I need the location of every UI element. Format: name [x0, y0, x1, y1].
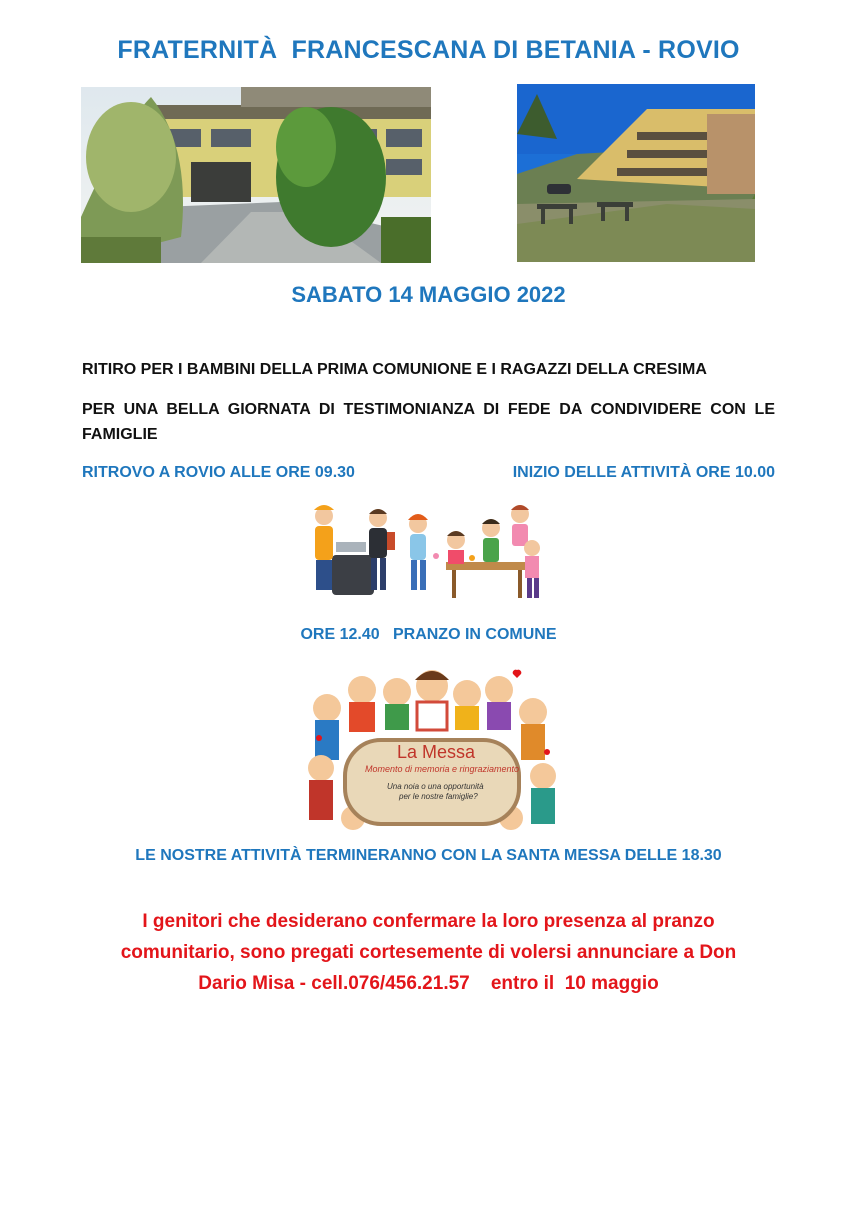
- building-photo-right: [517, 84, 755, 262]
- activities-end: LE NOSTRE ATTIVITÀ TERMINERANNO CON LA SANTA MESSA DELLE 18.30: [135, 847, 722, 864]
- meeting-time: RITROVO A ROVIO ALLE ORE 09.30: [82, 464, 355, 481]
- building-photo-left: [81, 87, 431, 263]
- lunch-notice-line2: comunitario, sono pregati cortesemente di volersi annunciare a Don: [120, 942, 737, 963]
- event-date: SABATO 14 MAGGIO 2022: [291, 282, 566, 307]
- kids-illustration: [306, 500, 550, 606]
- building-photo-icon: [517, 84, 755, 262]
- retreat-description: RITIRO PER I BAMBINI DELLA PRIMA COMUNIONE E I RAGAZZI DELLA CRESIMA: [82, 361, 707, 378]
- mass-illustration: [307, 668, 557, 834]
- activities-start-time: INIZIO DELLE ATTIVITÀ ORE 10.00: [512, 464, 775, 481]
- lunch-notice-line1: I genitori che desiderano confermare la loro presenza al pranzo: [142, 911, 715, 932]
- page-title: FRATERNITÀ FRANCESCANA DI BETANIA - ROVIO: [117, 36, 740, 64]
- lunch-notice-line3: Dario Misa - cell.076/456.21.57 entro il 10 maggio: [198, 973, 659, 994]
- mass-subtitle: Momento di memoria e ringraziamento: [365, 764, 520, 774]
- mass-note-line1: Una noia o una opportunità: [387, 782, 484, 791]
- retreat-purpose: PER UNA BELLA GIORNATA DI TESTIMONIANZA DI FEDE DA CONDIVIDERE CON LE FAMIGLIE: [82, 401, 775, 443]
- building-photo-icon: [81, 87, 431, 263]
- mass-title: La Messa: [397, 742, 476, 762]
- kids-activity-illustration-icon: [306, 500, 550, 606]
- lunch-time: ORE 12.40 PRANZO IN COMUNE: [300, 626, 557, 643]
- mass-note-line2: per le nostre famiglie?: [399, 792, 478, 801]
